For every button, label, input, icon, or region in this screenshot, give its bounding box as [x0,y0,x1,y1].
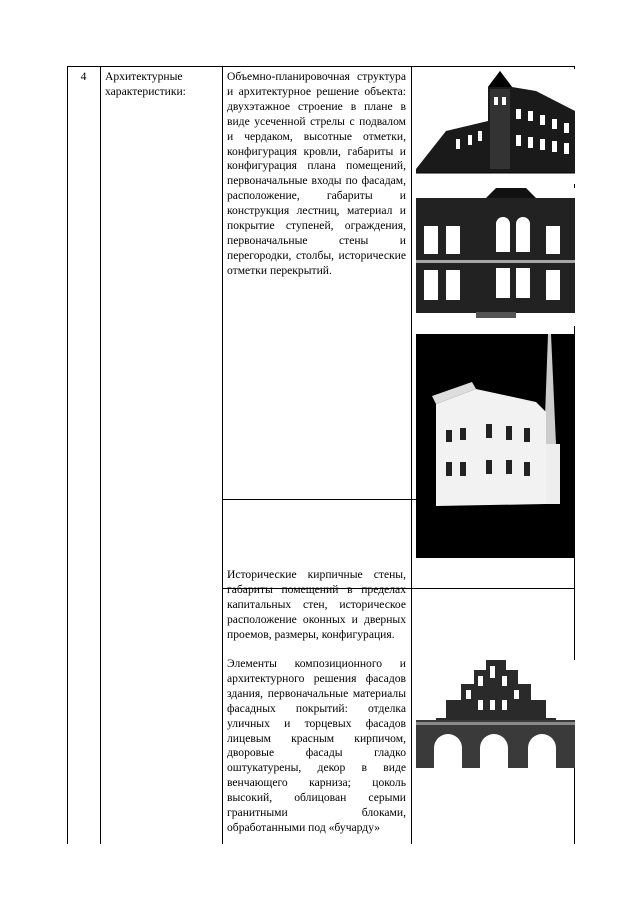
building-photo-icon [416,660,575,768]
building-photo-icon [416,334,575,558]
facade-description: Элементы композиционного и архитектурного решения фасадов здания, первоначальные материалы фасадных покрытий: отделка уличных и торцевых фасадов лицевым красным кирпичом, дворовые фасады гладко оштукатурены, декор в виде венчающего карниза; цоколь высокий, облицован серыми гранитными блоками, обработанными под «бучарду» [227,657,406,834]
row-category: Архитектурные характеристики: [105,70,186,98]
walls-description: Исторические кирпичные стены, габариты помещений в пределах капитальных стен, историческое расположение оконных и дверных проемов, размеры, конфигурация. [227,568,406,641]
building-photo-icon [416,188,575,326]
building-photo-icon [416,69,575,184]
row-number: 4 [80,70,87,83]
structure-description: Объемно-планировочная структура и архитектурное решение объекта: двухэтажное строение в плане в виде усеченной стрелы с подвалом и чердаком, высотные отметки, конфигурация кровли, габариты и конфигурация плана помещений, первоначальные входы по фасадам, расположение, габариты и конструкция лестниц, материал и покрытие ступеней, ограждения, первоначальные стены и перегородки, столбы, исторические отметки перекрытий. [227,70,406,277]
